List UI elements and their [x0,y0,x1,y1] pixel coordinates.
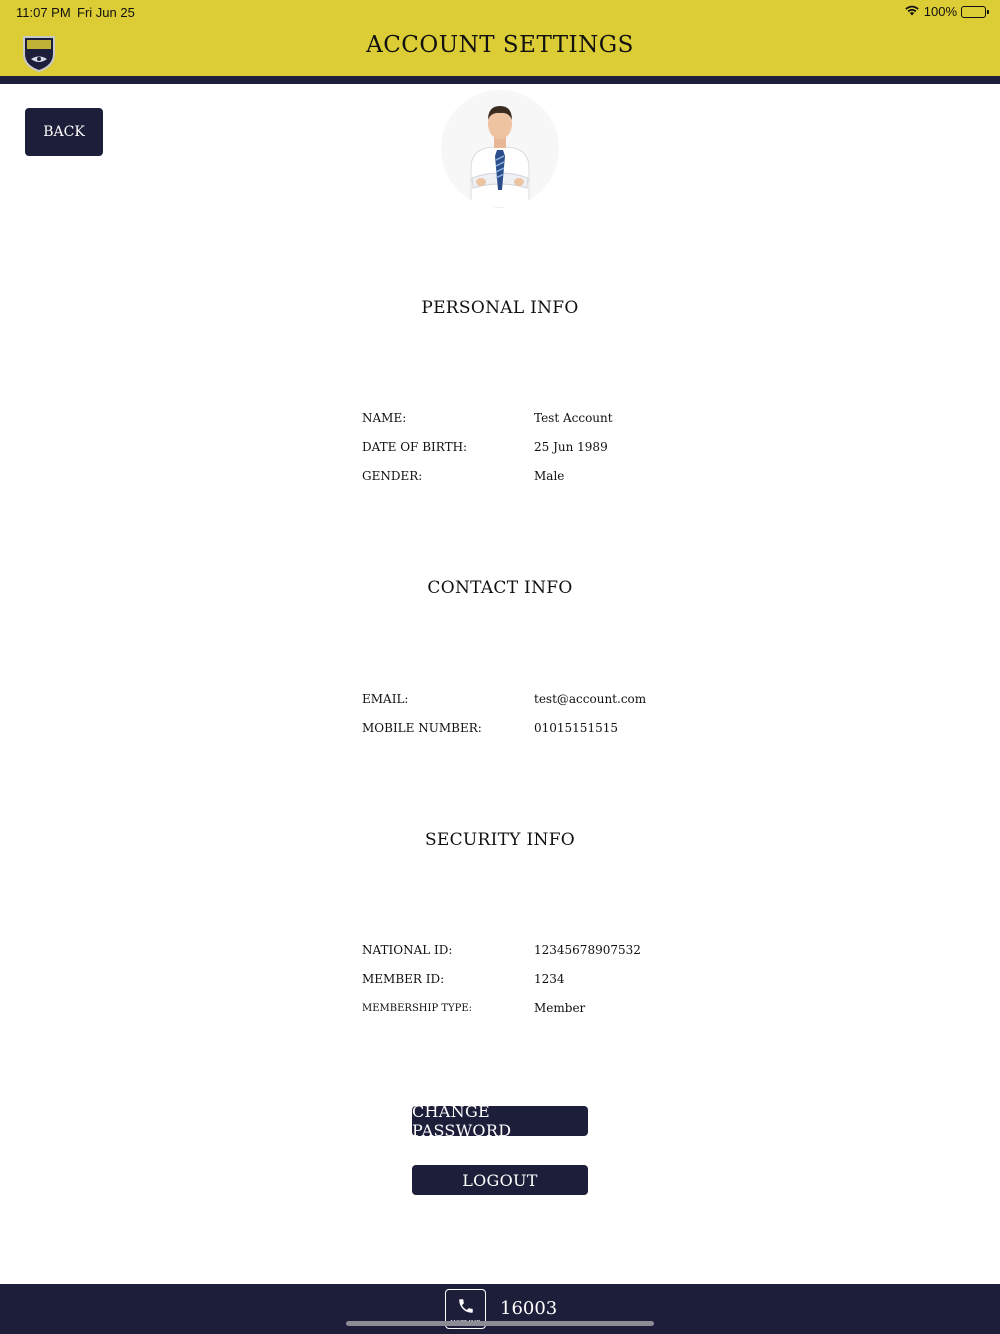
section-title-security: SECURITY INFO [424,830,576,850]
label-name: NAME: [362,411,407,425]
phone-icon [457,1297,475,1319]
value-date-of-birth: 25 Jun 1989 [534,440,608,454]
section-title-contact: CONTACT INFO [427,578,573,598]
value-gender: Male [534,469,565,483]
wifi-icon [904,4,920,19]
value-national-id: 12345678907532 [534,943,641,957]
battery-icon [961,6,986,18]
label-mobile-number: MOBILE NUMBER: [362,721,482,735]
home-indicator[interactable] [346,1321,654,1326]
back-button[interactable]: BACK [25,108,103,156]
status-indicators [904,4,986,19]
value-membership-type: Member [534,1001,586,1015]
page-title: ACCOUNT SETTINGS [366,32,634,58]
section-title-personal: PERSONAL INFO [421,298,579,318]
value-member-id: 1234 [534,972,565,986]
label-membership-type: MEMBERSHIP TYPE: [362,1003,473,1014]
logout-button[interactable]: LOGOUT [412,1165,588,1195]
profile-avatar [441,90,559,208]
value-email: test@account.com [534,692,647,706]
label-date-of-birth: DATE OF BIRTH: [362,440,468,454]
label-gender: GENDER: [362,469,423,483]
status-bar [0,0,1000,24]
value-mobile-number: 01015151515 [534,721,618,735]
hotline-number[interactable]: 16003 [500,1298,558,1319]
status-time: 11:07 PM [16,5,71,20]
battery-percent: 100% [923,4,957,19]
footer-bar [0,1284,1000,1334]
header-bar [0,24,1000,76]
value-name: Test Account [534,411,613,425]
label-email: EMAIL: [362,692,409,706]
label-national-id: NATIONAL ID: [362,943,453,957]
header-divider [0,76,1000,84]
change-password-button[interactable]: CHANGE PASSWORD [412,1106,588,1136]
status-date: Fri Jun 25 [77,5,135,20]
label-member-id: MEMBER ID: [362,972,445,986]
